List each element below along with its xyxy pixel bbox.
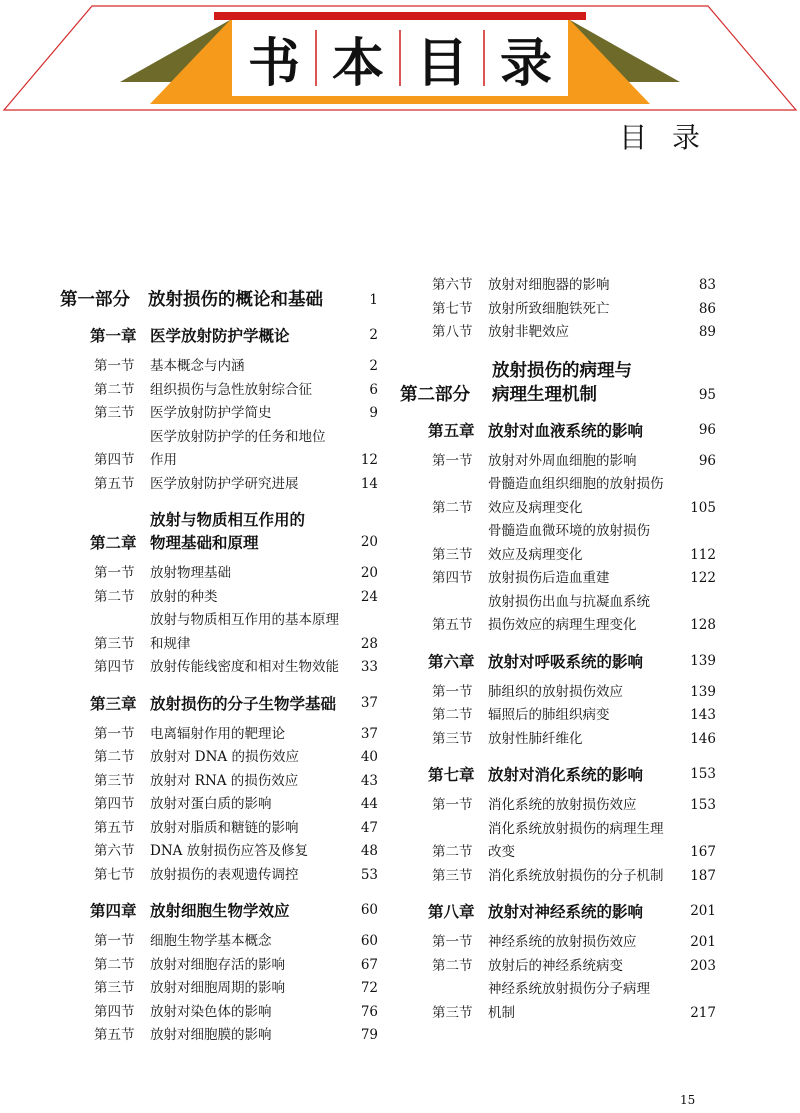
toc-entry-title — [150, 508, 342, 554]
toc-section-row — [400, 520, 716, 567]
toc-entry-page: 83 — [698, 277, 716, 293]
toc-entry-title — [492, 359, 680, 407]
toc-entry-page: 112 — [690, 546, 716, 563]
toc-entry-title — [150, 562, 342, 586]
toc-entry-label: 第二章 — [90, 533, 137, 552]
toc-section-row — [60, 723, 378, 747]
toc-entry-label: 第二节 — [432, 707, 473, 723]
toc-entry-title — [488, 567, 680, 591]
toc-entry-title-line: 放射物理基础 — [150, 565, 231, 581]
toc-chapter-row — [60, 508, 378, 554]
toc-entry-title-line: 放射对呼吸系统的影响 — [488, 651, 644, 671]
toc-entry-page: 167 — [690, 844, 716, 860]
toc-section-row — [60, 586, 378, 610]
banner-title — [232, 18, 568, 98]
toc-entry-page: 72 — [360, 980, 378, 996]
toc-entry-label: 第四节 — [432, 570, 473, 586]
toc-entry-page: 12 — [360, 452, 378, 468]
toc-entry-title — [488, 794, 680, 818]
toc-section-row — [400, 794, 716, 818]
toc-entry-label: 第七章 — [428, 765, 475, 784]
toc-entry-title — [488, 274, 680, 298]
toc-entry-page: 153 — [690, 766, 716, 782]
toc-entry-page: 9 — [369, 405, 378, 421]
toc-section-row — [60, 864, 378, 888]
toc-entry-label: 第四章 — [90, 901, 137, 920]
toc-part-row — [400, 359, 716, 407]
toc-entry-title — [488, 650, 680, 673]
toc-entry-page: 2 — [369, 327, 378, 343]
toc-entry-title-line: 放射损伤的病理与 — [492, 360, 632, 381]
toc-entry-title — [150, 723, 342, 747]
toc-entry-title — [488, 818, 680, 865]
toc-entry-title-line: 放射对蛋白质的影响 — [150, 796, 272, 812]
toc-entry-label: 第五节 — [432, 617, 473, 633]
toc-entry-title-line: 骨髓造血组织细胞的放射损伤 — [488, 476, 664, 492]
toc-entry-title — [150, 324, 342, 347]
toc-section-row — [60, 817, 378, 841]
toc-entry-label: 第六节 — [432, 277, 473, 293]
toc-entry-page: 153 — [690, 797, 716, 813]
toc-entry-label: 第四节 — [94, 659, 135, 675]
toc-entry-page: 14 — [360, 475, 378, 492]
toc-entry-title-line: 作用 — [150, 452, 177, 468]
toc-entry-title-line: 放射对消化系统的影响 — [488, 765, 644, 784]
toc-entry-title — [150, 793, 342, 817]
toc-entry-label: 第一节 — [432, 683, 473, 700]
toc-entry-page: 217 — [690, 1004, 716, 1021]
toc-entry-title — [488, 931, 680, 955]
toc-entry-title — [150, 1001, 342, 1025]
toc-section-row — [400, 298, 716, 322]
toc-entry-label: 第五节 — [94, 475, 135, 492]
toc-entry-label: 第一节 — [94, 933, 135, 949]
toc-entry-title — [488, 591, 680, 638]
toc-section-row — [400, 978, 716, 1025]
toc-entry-title — [150, 1024, 342, 1048]
toc-entry-page: 76 — [360, 1003, 378, 1020]
toc-entry-page: 201 — [690, 903, 716, 919]
toc-entry-title — [150, 402, 342, 426]
toc-entry-label: 第一节 — [432, 934, 473, 950]
toc-entry-label: 第四节 — [94, 452, 135, 468]
toc-section-row — [400, 955, 716, 979]
toc-entry-title-line: 神经系统放射损伤分子病理 — [488, 981, 650, 997]
toc-entry-title-line: 放射对细胞存活的影响 — [150, 956, 285, 973]
toc-entry-label: 第一节 — [94, 358, 135, 374]
toc-chapter-row — [400, 650, 716, 673]
toc-entry-title-line: 放射对 DNA 的损伤效应 — [150, 749, 299, 765]
toc-entry-title — [488, 900, 680, 923]
toc-entry-page: 6 — [369, 381, 378, 398]
toc-entry-title — [488, 681, 680, 705]
toc-entry-title-line: 放射损伤的分子生物学基础 — [150, 693, 337, 713]
toc-entry-page: 139 — [690, 652, 716, 669]
toc-entry-label: 第六节 — [94, 843, 135, 859]
toc-entry-title-line: 肺组织的放射损伤效应 — [488, 683, 623, 700]
toc-entry-label: 第四节 — [94, 796, 135, 812]
toc-section-row — [60, 1001, 378, 1025]
toc-entry-title — [488, 704, 680, 728]
toc-entry-label: 第三节 — [432, 730, 473, 747]
toc-chapter-row — [60, 899, 378, 922]
banner-char: 书 — [247, 33, 300, 94]
toc-section-row — [60, 1024, 378, 1048]
toc-entry-label: 第五节 — [94, 819, 135, 836]
toc-entry-title-line: 放射性肺纤维化 — [488, 730, 583, 747]
toc-entry-title-line: 放射对细胞周期的影响 — [150, 980, 285, 996]
toc-entry-label: 第二节 — [94, 381, 135, 398]
toc-entry-label: 第七节 — [94, 866, 135, 883]
toc-entry-page: 44 — [360, 796, 378, 812]
toc-entry-title-line: 物理基础和原理 — [150, 533, 259, 552]
toc-entry-title-line: 放射对外周血细胞的影响 — [488, 452, 637, 469]
toc-chapter-row — [60, 324, 378, 347]
toc-entry-page: 122 — [690, 570, 716, 586]
toc-entry-title-line: 放射所致细胞铁死亡 — [488, 300, 610, 317]
toc-entry-page: 40 — [360, 749, 378, 765]
toc-entry-title — [150, 692, 342, 715]
toc-entry-title-line: 损伤效应的病理生理变化 — [488, 617, 637, 633]
toc-section-row — [60, 426, 378, 473]
toc-entry-label: 第六章 — [428, 651, 475, 671]
toc-entry-title-line: 消化系统放射损伤的病理生理 — [488, 820, 664, 837]
toc-section-row — [400, 931, 716, 955]
toc-entry-page: 24 — [360, 588, 378, 605]
toc-entry-title — [150, 746, 342, 770]
toc-entry-title-line: 组织损伤与急性放射综合征 — [150, 381, 312, 398]
toc-section-row — [60, 379, 378, 403]
toc-entry-label: 第三节 — [94, 980, 135, 996]
toc-entry-title-line: 医学放射防护学研究进展 — [150, 475, 299, 492]
toc-section-row — [60, 609, 378, 656]
toc-entry-title-line: 放射对 RNA 的损伤效应 — [150, 772, 299, 789]
toc-entry-page: 96 — [698, 452, 716, 469]
toc-entry-title-line: 医学放射防护学的任务和地位 — [150, 428, 326, 445]
toc-entry-label: 第四节 — [94, 1003, 135, 1020]
toc-entry-page: 146 — [690, 730, 716, 747]
toc-entry-label: 第三节 — [432, 867, 473, 884]
toc-entry-title — [488, 419, 680, 442]
toc-entry-page: 43 — [360, 772, 378, 789]
toc-section-row — [60, 954, 378, 978]
toc-entry-title-line: 放射细胞生物学效应 — [150, 901, 290, 920]
toc-entry-page: 28 — [360, 635, 378, 652]
toc-entry-title-line: 和规律 — [150, 635, 191, 652]
toc-section-row — [60, 473, 378, 497]
toc-entry-title-line: DNA 放射损伤应答及修复 — [150, 843, 309, 859]
toc-entry-label: 第一节 — [94, 565, 135, 581]
banner-char: 录 — [499, 33, 552, 94]
toc-section-row — [400, 818, 716, 865]
toc-entry-page: 48 — [360, 843, 378, 859]
toc-entry-title-line: 放射与物质相互作用的 — [150, 510, 306, 529]
toc-entry-title-line: 改变 — [488, 844, 515, 860]
toc-entry-page: 53 — [360, 866, 378, 883]
toc-entry-label: 第三节 — [94, 635, 135, 652]
toc-entry-title-line: 放射对脂质和糖链的影响 — [150, 819, 299, 836]
toc-entry-title-line: 机制 — [488, 1004, 515, 1021]
toc-section-row — [60, 746, 378, 770]
toc-section-row — [400, 473, 716, 520]
toc-entry-page: 1 — [369, 292, 378, 308]
toc-entry-title-line: 放射损伤的概论和基础 — [148, 290, 323, 310]
toc-entry-label: 第二节 — [94, 588, 135, 605]
toc-entry-title-line: 放射对染色体的影响 — [150, 1003, 272, 1020]
toc-entry-title — [488, 728, 680, 752]
toc-entry-title — [150, 899, 342, 922]
toc-entry-title-line: 放射对神经系统的影响 — [488, 902, 644, 921]
toc-entry-title — [488, 321, 680, 345]
toc-entry-title — [148, 288, 342, 312]
toc-entry-title — [488, 473, 680, 520]
toc-chapter-row — [400, 763, 716, 786]
toc-entry-label: 第七节 — [432, 300, 473, 317]
toc-entry-title — [150, 379, 342, 403]
toc-entry-title-line: 放射损伤后造血重建 — [488, 570, 610, 586]
toc-section-row — [400, 728, 716, 752]
toc-entry-title-line: 基本概念与内涵 — [150, 358, 245, 374]
toc-entry-page: 201 — [690, 934, 716, 950]
toc-section-row — [60, 355, 378, 379]
toc-entry-title — [488, 865, 680, 889]
toc-section-row — [60, 977, 378, 1001]
toc-entry-page: 37 — [360, 725, 378, 742]
toc-section-row — [60, 793, 378, 817]
toc-entry-title — [150, 817, 342, 841]
toc-entry-title — [150, 954, 342, 978]
banner-char: 本 — [331, 33, 384, 94]
toc-entry-title-line: 放射损伤的表观遗传调控 — [150, 866, 299, 883]
toc-entry-label: 第一节 — [432, 452, 473, 469]
toc-entry-title-line: 放射对细胞膜的影响 — [150, 1027, 272, 1043]
toc-entry-title — [150, 609, 342, 656]
toc-entry-title — [150, 586, 342, 610]
toc-entry-title-line: 效应及病理变化 — [488, 499, 583, 516]
toc-entry-title — [488, 955, 680, 979]
toc-section-row — [60, 770, 378, 794]
toc-entry-title-line: 骨髓造血微环境的放射损伤 — [488, 523, 650, 539]
toc-section-row — [60, 562, 378, 586]
toc-entry-title — [150, 656, 342, 680]
toc-entry-title-line: 电离辐射作用的靶理论 — [150, 725, 285, 742]
banner-char: 目 — [415, 33, 468, 94]
toc-entry-label: 第二部分 — [400, 384, 470, 405]
toc-entry-title-line: 消化系统放射损伤的分子机制 — [488, 867, 664, 884]
toc-entry-page: 33 — [360, 659, 378, 675]
toc-entry-title-line: 放射传能线密度和相对生物效能 — [150, 659, 339, 675]
toc-entry-title-line: 医学放射防护学概论 — [150, 326, 290, 345]
toc-entry-page: 86 — [698, 300, 716, 317]
toc-entry-page: 2 — [369, 358, 378, 374]
toc-section-row — [60, 402, 378, 426]
toc-section-row — [400, 681, 716, 705]
toc-entry-page: 37 — [360, 694, 378, 711]
toc-entry-page: 203 — [690, 957, 716, 974]
toc-section-row — [400, 865, 716, 889]
toc-entry-label: 第三节 — [432, 1004, 473, 1021]
toc-entry-title-line: 放射对血液系统的影响 — [488, 420, 644, 440]
toc-entry-page: 95 — [698, 386, 716, 403]
toc-entry-label: 第八章 — [428, 902, 475, 921]
toc-entry-title — [488, 450, 680, 474]
toc-chapter-row — [400, 419, 716, 442]
toc-entry-title — [150, 864, 342, 888]
toc-entry-label: 第三节 — [432, 546, 473, 563]
toc-left-column — [60, 274, 378, 1048]
toc-entry-label: 第二节 — [432, 844, 473, 860]
toc-chapter-row — [60, 692, 378, 715]
toc-entry-title — [150, 930, 342, 954]
toc-part-row — [60, 288, 378, 312]
toc-entry-page: 187 — [690, 867, 716, 884]
toc-entry-title — [150, 770, 342, 794]
toc-section-row — [400, 591, 716, 638]
toc-entry-title — [488, 298, 680, 322]
toc-entry-label: 第一部分 — [60, 290, 130, 310]
toc-heading: 目 录 — [619, 121, 708, 154]
toc-right-column — [400, 274, 716, 1025]
toc-entry-title — [150, 840, 342, 864]
toc-entry-page: 20 — [360, 534, 378, 550]
toc-section-row — [400, 274, 716, 298]
toc-entry-page: 79 — [360, 1027, 378, 1043]
toc-entry-page: 89 — [698, 324, 716, 340]
toc-entry-page: 67 — [360, 956, 378, 973]
toc-entry-label: 第一节 — [432, 797, 473, 813]
toc-entry-label: 第三节 — [94, 405, 135, 421]
toc-entry-title — [150, 426, 342, 473]
toc-entry-title — [488, 978, 680, 1025]
toc-entry-title-line: 医学放射防护学简史 — [150, 405, 272, 421]
toc-section-row — [400, 450, 716, 474]
toc-entry-label: 第三章 — [90, 693, 137, 713]
toc-entry-label: 第五节 — [94, 1027, 135, 1043]
toc-entry-label: 第一节 — [94, 725, 135, 742]
toc-entry-label: 第二节 — [432, 957, 473, 974]
toc-section-row — [60, 840, 378, 864]
toc-entry-title-line: 消化系统的放射损伤效应 — [488, 797, 637, 813]
toc-entry-page: 96 — [698, 421, 716, 438]
toc-entry-label: 第三节 — [94, 772, 135, 789]
toc-entry-label: 第二节 — [94, 956, 135, 973]
toc-chapter-row — [400, 900, 716, 923]
toc-entry-label: 第一章 — [90, 326, 137, 345]
toc-entry-page: 128 — [690, 617, 716, 633]
toc-entry-page: 60 — [360, 933, 378, 949]
toc-section-row — [60, 930, 378, 954]
toc-entry-label: 第五章 — [428, 420, 475, 440]
toc-entry-title-line: 病理生理机制 — [492, 384, 597, 405]
toc-entry-title — [150, 355, 342, 379]
toc-entry-label: 第二节 — [94, 749, 135, 765]
toc-entry-page: 105 — [690, 499, 716, 516]
toc-entry-title — [150, 977, 342, 1001]
toc-entry-title-line: 放射非靶效应 — [488, 324, 569, 340]
toc-entry-page: 139 — [690, 683, 716, 700]
toc-section-row — [400, 567, 716, 591]
toc-entry-page: 47 — [360, 819, 378, 836]
toc-entry-title-line: 辐照后的肺组织病变 — [488, 707, 610, 723]
toc-section-row — [60, 656, 378, 680]
toc-entry-title-line: 神经系统的放射损伤效应 — [488, 934, 637, 950]
toc-entry-label: 第二节 — [432, 499, 473, 516]
toc-section-row — [400, 704, 716, 728]
toc-entry-title-line: 放射的种类 — [150, 588, 218, 605]
toc-entry-title-line: 放射后的神经系统病变 — [488, 957, 623, 974]
toc-entry-title — [150, 473, 342, 497]
toc-entry-page: 143 — [690, 707, 716, 723]
page-number: 15 — [680, 1093, 696, 1107]
toc-entry-title-line: 放射损伤出血与抗凝血系统 — [488, 593, 650, 610]
toc-entry-title — [488, 763, 680, 786]
toc-entry-title-line: 效应及病理变化 — [488, 546, 583, 563]
toc-entry-label: 第八节 — [432, 324, 473, 340]
toc-section-row — [400, 321, 716, 345]
toc-entry-title — [488, 520, 680, 567]
toc-entry-title-line: 放射对细胞器的影响 — [488, 277, 610, 293]
toc-entry-title-line: 细胞生物学基本概念 — [150, 933, 272, 949]
toc-entry-title-line: 放射与物质相互作用的基本原理 — [150, 612, 339, 628]
toc-entry-page: 60 — [360, 902, 378, 918]
toc-entry-page: 20 — [360, 565, 378, 581]
